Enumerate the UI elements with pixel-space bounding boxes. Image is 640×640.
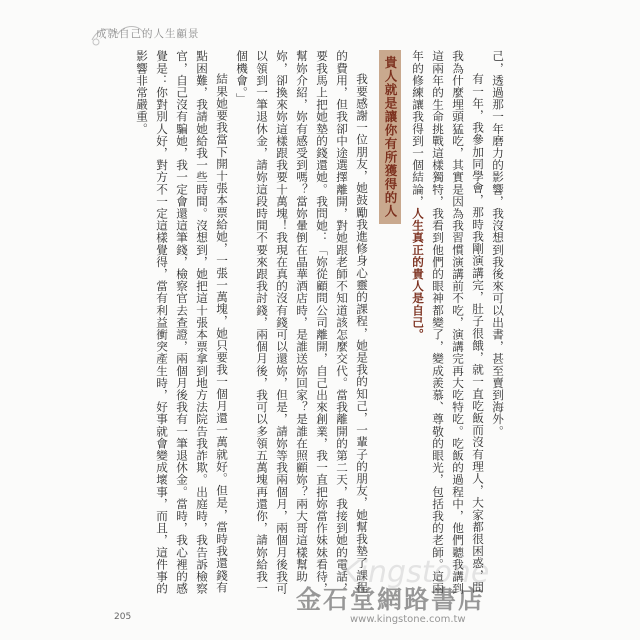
paragraph-4: 結果她要我當下開十張本票給她，一張一萬塊，她只要我一個月還一萬就好。但是，當時我還錢有點困難，我請她給我一些時間。沒想到，她把這十張本票拿到地方法院告我詐欺。出庭時，我告訴檢察官，自己沒有騙她，我一定會還這筆錢，檢察官去查證，兩個月後我有一筆退休金。當時，我心裡的感覺是：你對別人好，對方不一定這樣覺得，當有利益衝突產生時，好事就會變成壞事，而且，這件事的影響非常嚴重。 bbox=[135, 50, 229, 595]
running-head: 成就自己的人生顧景 bbox=[96, 28, 200, 40]
paragraph-1: 己，透過那一年磨力的影響，我沒想到我後來可以出書，甚至賣到海外。 bbox=[491, 50, 505, 438]
paragraph-3: 我要感謝一位朋友，她鼓勵我進修身心靈的課程，她是我的知己，一輩子的朋友，她幫我墊了課程的費用，但我卻中途選擇離開，對她跟老師不知道該怎麼交代。當我離開的第二天，我接到她的電話，要我馬上把她墊的錢還她。我問她：「妳從顧問公司離開，自己出來創業，我一直把妳當作妹妹看待，幫妳介紹，妳有感受到嗎？當妳暈倒在晶華酒店時，是誰送妳回家？是誰在照顧妳？兩大哥這樣幫助妳，卻換來妳這樣跟我要十萬塊！我現在真的沒有錢可以還妳，但是，請妳等我兩個月，兩個月後我可以領到一筆退休金，請妳這段時間不要來跟我討錢，兩個月後，我可以多領五萬塊再還你，請妳給我一個機會。」 bbox=[235, 50, 369, 595]
paragraph-2-highlight: 人生真正的貴人是自己。 bbox=[411, 207, 425, 341]
watermark-brand-zh: 金石堂網路書店 bbox=[296, 585, 486, 614]
body-text-area bbox=[106, 50, 508, 602]
vertical-body-text bbox=[132, 50, 508, 602]
page-number: 205 bbox=[114, 612, 132, 622]
section-title: 貴人就是讓你有所獲得的人 bbox=[379, 50, 401, 224]
paragraph-2 bbox=[408, 50, 488, 602]
paragraph-2-text: 有一年，我參加同學會，那時我剛演講完，肚子很餓，就一直吃飯而沒有理人，大家都很困惑，問我為什麼埋頭猛吃，其實是因為我習慣演講前不吃，演講完再大吃特吃。吃飯的過程中，他們聽我講到這兩年的生命挑戰這樣獨特，我看到他們的眼神都變了，變成羨慕、尊敬的眼光，包括我的老師。這兩年的修練讓我得到一個結論， bbox=[411, 50, 485, 595]
watermark-url: www.kingstone.com.tw bbox=[350, 614, 466, 625]
watermark-brand-en: Kingstone bbox=[340, 555, 490, 590]
